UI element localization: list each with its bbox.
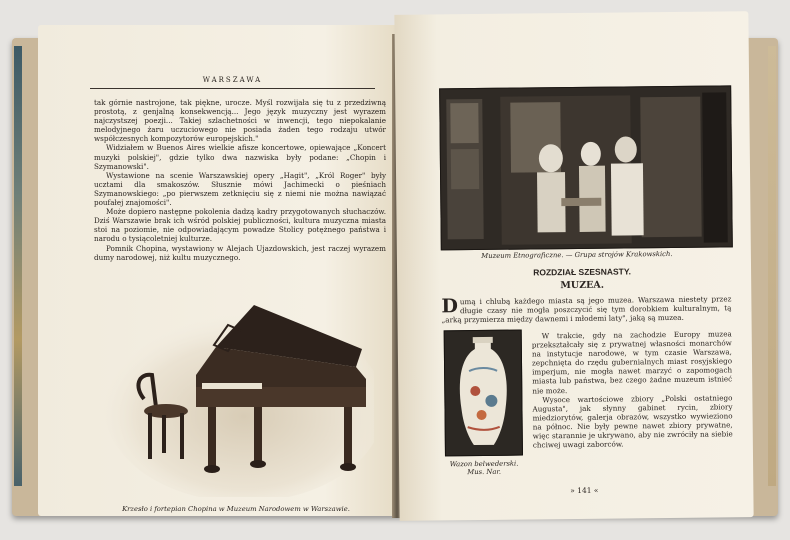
intro-text [441, 294, 731, 324]
vase-caption-line1: Wazon belwederski. [449, 459, 519, 469]
vase-caption-line2: Mus. Nar. [467, 467, 502, 477]
photo-caption: Muzeum Etnograficzne. — Grupa strojów Krakowskich. [481, 249, 673, 260]
cover-edge-right [768, 46, 776, 486]
left-body-text [94, 98, 386, 262]
paragraph: tak górnie nastrojone, tak piękne, urocze. Myśl rozwijała się tu z przedziwną prostotą, z genjalną konsekwencją... Jego język muzyczny jest wyrazem najczystszej poezji... Takiej szlachetności w inwencji, tego niepokalanie melodyjnego żaru uczuciowego nie posiada żaden tego rodzaju utwór współczesnych kompozytorów europejskich." [94, 98, 386, 144]
paragraph: Może dopiero następne pokolenia dadzą kadry przygotowanych słuchaczów. Dziś Warszawie brak ich wśród polskiej publiczności, kultura muzyczna miasta stoi na poziomie, nie odpowiadającym powadze Stolicy potężnego państwa i narodu o tysiącoletniej kulturze. [94, 207, 386, 244]
paragraph: Wystawione na scenie Warszawskiej opery „Hagit", „Król Roger" były ucztami dla smakoszów. Słusznie mówi Jachimecki o pieśniach Szymanowskiego: „po pierwszem zetknięciu się z niemi nie można nawiązać poufałej znajomości". [94, 170, 386, 208]
chapter-label: ROZDZIAŁ SZESNASTY. [533, 266, 631, 278]
right-page [394, 11, 753, 521]
museum-photo [439, 85, 733, 250]
cover-edge-left [14, 46, 22, 486]
running-head: WARSZAWA [90, 76, 375, 89]
paragraph: W trakcie, gdy na zachodzie Europy muzea przekształcały się z prywatnej własności monarchów na instytucje narodowe, w tym czasie Warszawa, zepchnięta do rzędu gubernialnych miast rosyjskiego imperjum, nie mogła nawet marzyć o zapomogach miasta lub państwa, bez czego żadne muzeum istnieć nie może. [531, 329, 733, 396]
chapter-title: MUZEA. [560, 279, 605, 292]
piano-caption: Krzesło i fortepian Chopina w Muzeum Narodowem w Warszawie. [122, 505, 350, 513]
intro-paragraph: umą i chlubą każdego miasta są jego muzea. Warszawa niestety przez długie czasy nie mogła poszczycić się tym dorobkiem kulturalnym, tą „arką przymierza między dawnemi i młodemi laty", jaką są muzea. [441, 294, 732, 325]
vase-photo [444, 330, 523, 457]
vase-body-text [532, 329, 733, 449]
vase-caption [441, 460, 527, 477]
paragraph: Widziałem w Buenos Aires wielkie afisze koncertowe, opiewające „Koncert muzyki polskiej", gdzie tylko dwa nazwiska były podane: „Chopin i Szymanowski". [94, 143, 386, 171]
paragraph: Pomnik Chopina, wystawiony w Alejach Ujazdowskich, jest raczej wyrazem dumy narodowej, niż kultu muzycznego. [94, 243, 386, 262]
paragraph: Wysoce wartościowe zbiory „Polski ostatniego Augusta", jak słynny gabinet rycin, zbiory miedziorytów, galerja obrazów, wszystko wywieziono na północ. Nie były pewne nawet zbiory prywatne, więc starannie je ukrywano, aby nie zwróciły na siebie chciwej uwagi zaborców. [532, 393, 733, 450]
drop-cap: D [441, 295, 459, 318]
page-number: » 141 « [570, 485, 599, 496]
left-page [38, 25, 396, 516]
piano-illustration [104, 287, 374, 497]
